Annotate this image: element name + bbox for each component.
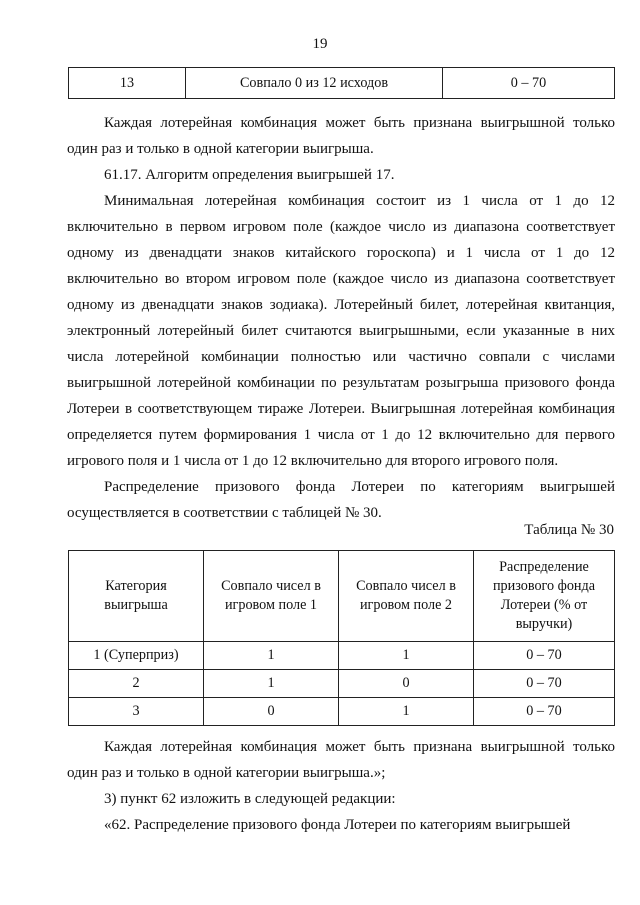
table-row bbox=[69, 670, 615, 698]
table-cell: 0 bbox=[204, 698, 339, 726]
table-row bbox=[69, 642, 615, 670]
paragraph: «62. Распределение призового фонда Лотереи по категориям выигрышей bbox=[104, 817, 571, 833]
table-cell: 0 – 70 bbox=[474, 642, 615, 670]
paragraph: Распределение призового фонда Лотереи по категориям выигрышей осуществляется в соответствии с таблицей № 30. bbox=[67, 479, 615, 521]
paragraph: Каждая лотерейная комбинация может быть признана выигрышной только один раз и только в одной категории выигрыша. bbox=[67, 115, 615, 157]
column-header: Совпало чисел в игровом поле 2 bbox=[339, 551, 474, 642]
paragraph: Каждая лотерейная комбинация может быть признана выигрышной только один раз и только в одной категории выигрыша.»; bbox=[67, 739, 615, 781]
table-cell: 1 bbox=[204, 670, 339, 698]
column-header: Совпало чисел в игровом поле 1 bbox=[204, 551, 339, 642]
table-caption: Таблица № 30 bbox=[524, 522, 614, 538]
paragraph: 3) пункт 62 изложить в следующей редакции: bbox=[104, 791, 396, 807]
continued-table bbox=[68, 67, 615, 99]
table-cell: 0 – 70 bbox=[474, 670, 615, 698]
page-number: 19 bbox=[312, 36, 328, 52]
column-header: Распределение призового фонда Лотереи (% от выручки) bbox=[474, 551, 615, 642]
category-cell: 13 bbox=[69, 68, 186, 99]
table-row bbox=[69, 68, 615, 99]
paragraph: Минимальная лотерейная комбинация состоит из 1 числа от 1 до 12 включительно в первом игровом поле (каждое число из диапазона соответствует одному из двенадцати знаков китайского гороскопа) и 1 числа от 1 до 12 включительно во втором игровом поле (каждое число из диапазона соответствует одному из двенадцати знаков зодиака). Лотерейный билет, лотерейная квитанция, электронный лотерейный билет считаются выигрышными, если указанные в них числа лотерейной комбинации полностью или частично совпали с числами выигрышной лотерейной комбинации по результатам розыгрыша призового фонда Лотереи в соответствующем тираже Лотереи. Выигрышная лотерейная комбинация определяется путем формирования 1 числа от 1 до 12 включительно для первого игрового поля и 1 числа от 1 до 12 включительно для второго игрового поля. bbox=[67, 193, 615, 469]
table-row bbox=[69, 698, 615, 726]
table-cell: 3 bbox=[69, 698, 204, 726]
column-header: Категория выигрыша bbox=[69, 551, 204, 642]
table-cell: 0 bbox=[339, 670, 474, 698]
table-cell: 1 (Суперприз) bbox=[69, 642, 204, 670]
table-cell: 1 bbox=[339, 642, 474, 670]
prize-table bbox=[68, 550, 615, 726]
table-header-row bbox=[69, 551, 615, 642]
paragraph: 61.17. Алгоритм определения выигрышей 17. bbox=[104, 167, 395, 183]
distribution-cell: 0 – 70 bbox=[443, 68, 615, 99]
match-cell: Совпало 0 из 12 исходов bbox=[186, 68, 443, 99]
table-cell: 2 bbox=[69, 670, 204, 698]
table-cell: 1 bbox=[204, 642, 339, 670]
table-cell: 1 bbox=[339, 698, 474, 726]
table-cell: 0 – 70 bbox=[474, 698, 615, 726]
